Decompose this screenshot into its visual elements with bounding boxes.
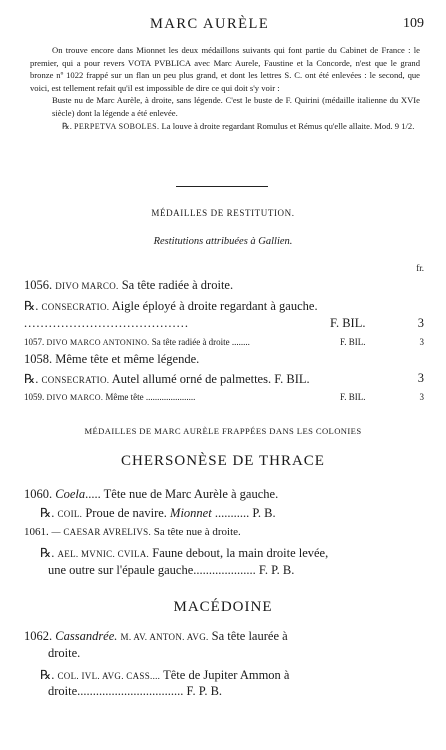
- entry-number: 1058.: [24, 352, 53, 366]
- entry-price: 3: [419, 392, 424, 402]
- entry-row: [24, 371, 424, 387]
- entry-number: 1061.: [24, 526, 49, 538]
- reverse-mark: ℞.: [24, 372, 39, 386]
- reverse-mark: ℞.: [40, 546, 55, 560]
- entry-legend: COIL.: [57, 509, 83, 519]
- entry-city: Coela: [55, 487, 86, 501]
- entry-text: Tête de Jupiter Ammon à: [163, 668, 290, 682]
- running-header: [0, 16, 446, 36]
- entry-row: [24, 316, 424, 331]
- entry-row: [24, 646, 446, 661]
- entry-metal: F. BIL.: [274, 372, 310, 386]
- entry-text: Sa tête radiée à droite ........: [151, 337, 250, 347]
- page-number: 109: [403, 16, 424, 31]
- entry-text: Même tête et même légende.: [55, 352, 200, 366]
- entry-row: [24, 392, 424, 402]
- intro-note: Buste nu de Marc Aurèle, à droite, sans légende. C'est le buste de F. Quirini (médaille italienne du XVIe siècle) dont la légende a été enlevée.: [52, 95, 420, 118]
- entry-price: 3: [417, 316, 424, 330]
- entry-row: [24, 684, 446, 699]
- entry-city: Cassandrée.: [55, 629, 118, 643]
- entry-legend: DIVO MARCO.: [46, 393, 104, 402]
- entry-legend: AEL. MVNIC. CVILA.: [57, 549, 150, 559]
- entry-row: [24, 545, 440, 561]
- entry-legend: DIVO MARCO ANTONINO.: [46, 338, 150, 347]
- entry-text: droite..................................: [48, 684, 184, 698]
- entry-number: 1056.: [24, 278, 53, 292]
- price-column-head: fr.: [416, 263, 424, 273]
- entry-number: 1059.: [24, 392, 45, 402]
- entry-number: 1060.: [24, 487, 53, 501]
- entry-metal: F. BIL.: [340, 337, 366, 347]
- entry-number: 1057.: [24, 337, 45, 347]
- entry-text: Aigle éployé à droite regardant à gauche.: [111, 299, 318, 313]
- intro-block: [30, 44, 420, 133]
- intro-reverse: [30, 120, 420, 134]
- reverse-mark: ℞.: [40, 506, 55, 520]
- page-title: MARC AURÈLE: [150, 16, 270, 32]
- entry-row: [24, 629, 424, 644]
- region-heading: CHERSONÈSE DE THRACE: [121, 453, 325, 469]
- entry-row: [24, 526, 424, 538]
- entry-metal: F. BIL.: [330, 316, 366, 330]
- entry-metal: F. P. B.: [258, 563, 295, 577]
- entry-row: [24, 278, 424, 293]
- entry-legend: M. AV. ANTON. AVG.: [120, 632, 209, 642]
- reverse-legend: PERPETVA SOBOLES.: [74, 121, 160, 131]
- entry-text: Faune debout, la main droite levée,: [152, 546, 329, 560]
- entry-price: 3: [419, 337, 424, 347]
- reverse-mark: ℞.: [62, 120, 72, 131]
- entry-reference: Mionnet: [170, 506, 212, 520]
- section2-title: MÉDAILLES DE MARC AURÈLE FRAPPÉES DANS LES COLONIES: [84, 426, 362, 436]
- section1-subtitle: Restitutions attribuées à Gallien.: [153, 236, 293, 247]
- entry-text: Même tête ......................: [105, 392, 196, 402]
- entry-legend: CONSECRATIO.: [41, 375, 110, 385]
- entry-metal: F. P. B.: [186, 684, 223, 698]
- entry-metal: ........... P. B.: [214, 506, 276, 520]
- entry-row: [24, 352, 424, 367]
- reverse-mark: ℞.: [40, 668, 55, 682]
- entry-row: [24, 487, 424, 502]
- entry-legend: CONSECRATIO.: [41, 302, 110, 312]
- entry-text: Autel allumé orné de palmettes.: [111, 372, 272, 386]
- entry-legend: COL. IVL. AVG. CASS....: [57, 671, 161, 681]
- entry-legend: — CAESAR AVRELIVS.: [51, 527, 151, 537]
- entry-text: une outre sur l'épaule gauche....................: [48, 563, 256, 577]
- entry-text: Sa tête nue à droite.: [153, 526, 241, 538]
- entry-row: [24, 667, 440, 683]
- region-heading: MACÉDOINE: [173, 599, 273, 615]
- entry-text: droite.: [48, 646, 81, 660]
- entry-text: Proue de navire.: [85, 506, 167, 520]
- entry-number: 1062.: [24, 629, 53, 643]
- entry-text: Sa tête laurée à: [211, 629, 288, 643]
- entry-row: [24, 298, 424, 314]
- entry-row: [24, 505, 440, 521]
- reverse-text: La louve à droite regardant Romulus et Rémus qu'elle allaite. Mod. 9 1/2.: [161, 120, 415, 131]
- entry-text: ..... Tête nue de Marc Aurèle à gauche.: [85, 487, 279, 501]
- entry-text: Sa tête radiée à droite.: [121, 278, 234, 292]
- section-rule: [176, 186, 268, 187]
- section1-title: MÉDAILLES DE RESTITUTION.: [151, 208, 295, 218]
- entry-legend: DIVO MARCO.: [55, 281, 119, 291]
- entry-metal: F. BIL.: [340, 392, 366, 402]
- reverse-mark: ℞.: [24, 299, 39, 313]
- entry-price: 3: [417, 371, 424, 385]
- intro-paragraph: On trouve encore dans Mionnet les deux médaillons suivants qui font partie du Cabinet de France : le premier, qui a pour revers VOTA PVBLICA avec Marc Aurele, Faustine et la Concorde, n'est que le grand bronze nº 1022 frappé sur un flan un peu plus grand, et dont les lettres S. C. ont été enlevées : le second, que voici, est tellement refait qu'il est impossible de dire ce qui doit s'y voir :: [30, 45, 420, 93]
- entry-text: ........................................: [24, 316, 189, 330]
- entry-row: [24, 563, 446, 578]
- entry-row: [24, 337, 424, 347]
